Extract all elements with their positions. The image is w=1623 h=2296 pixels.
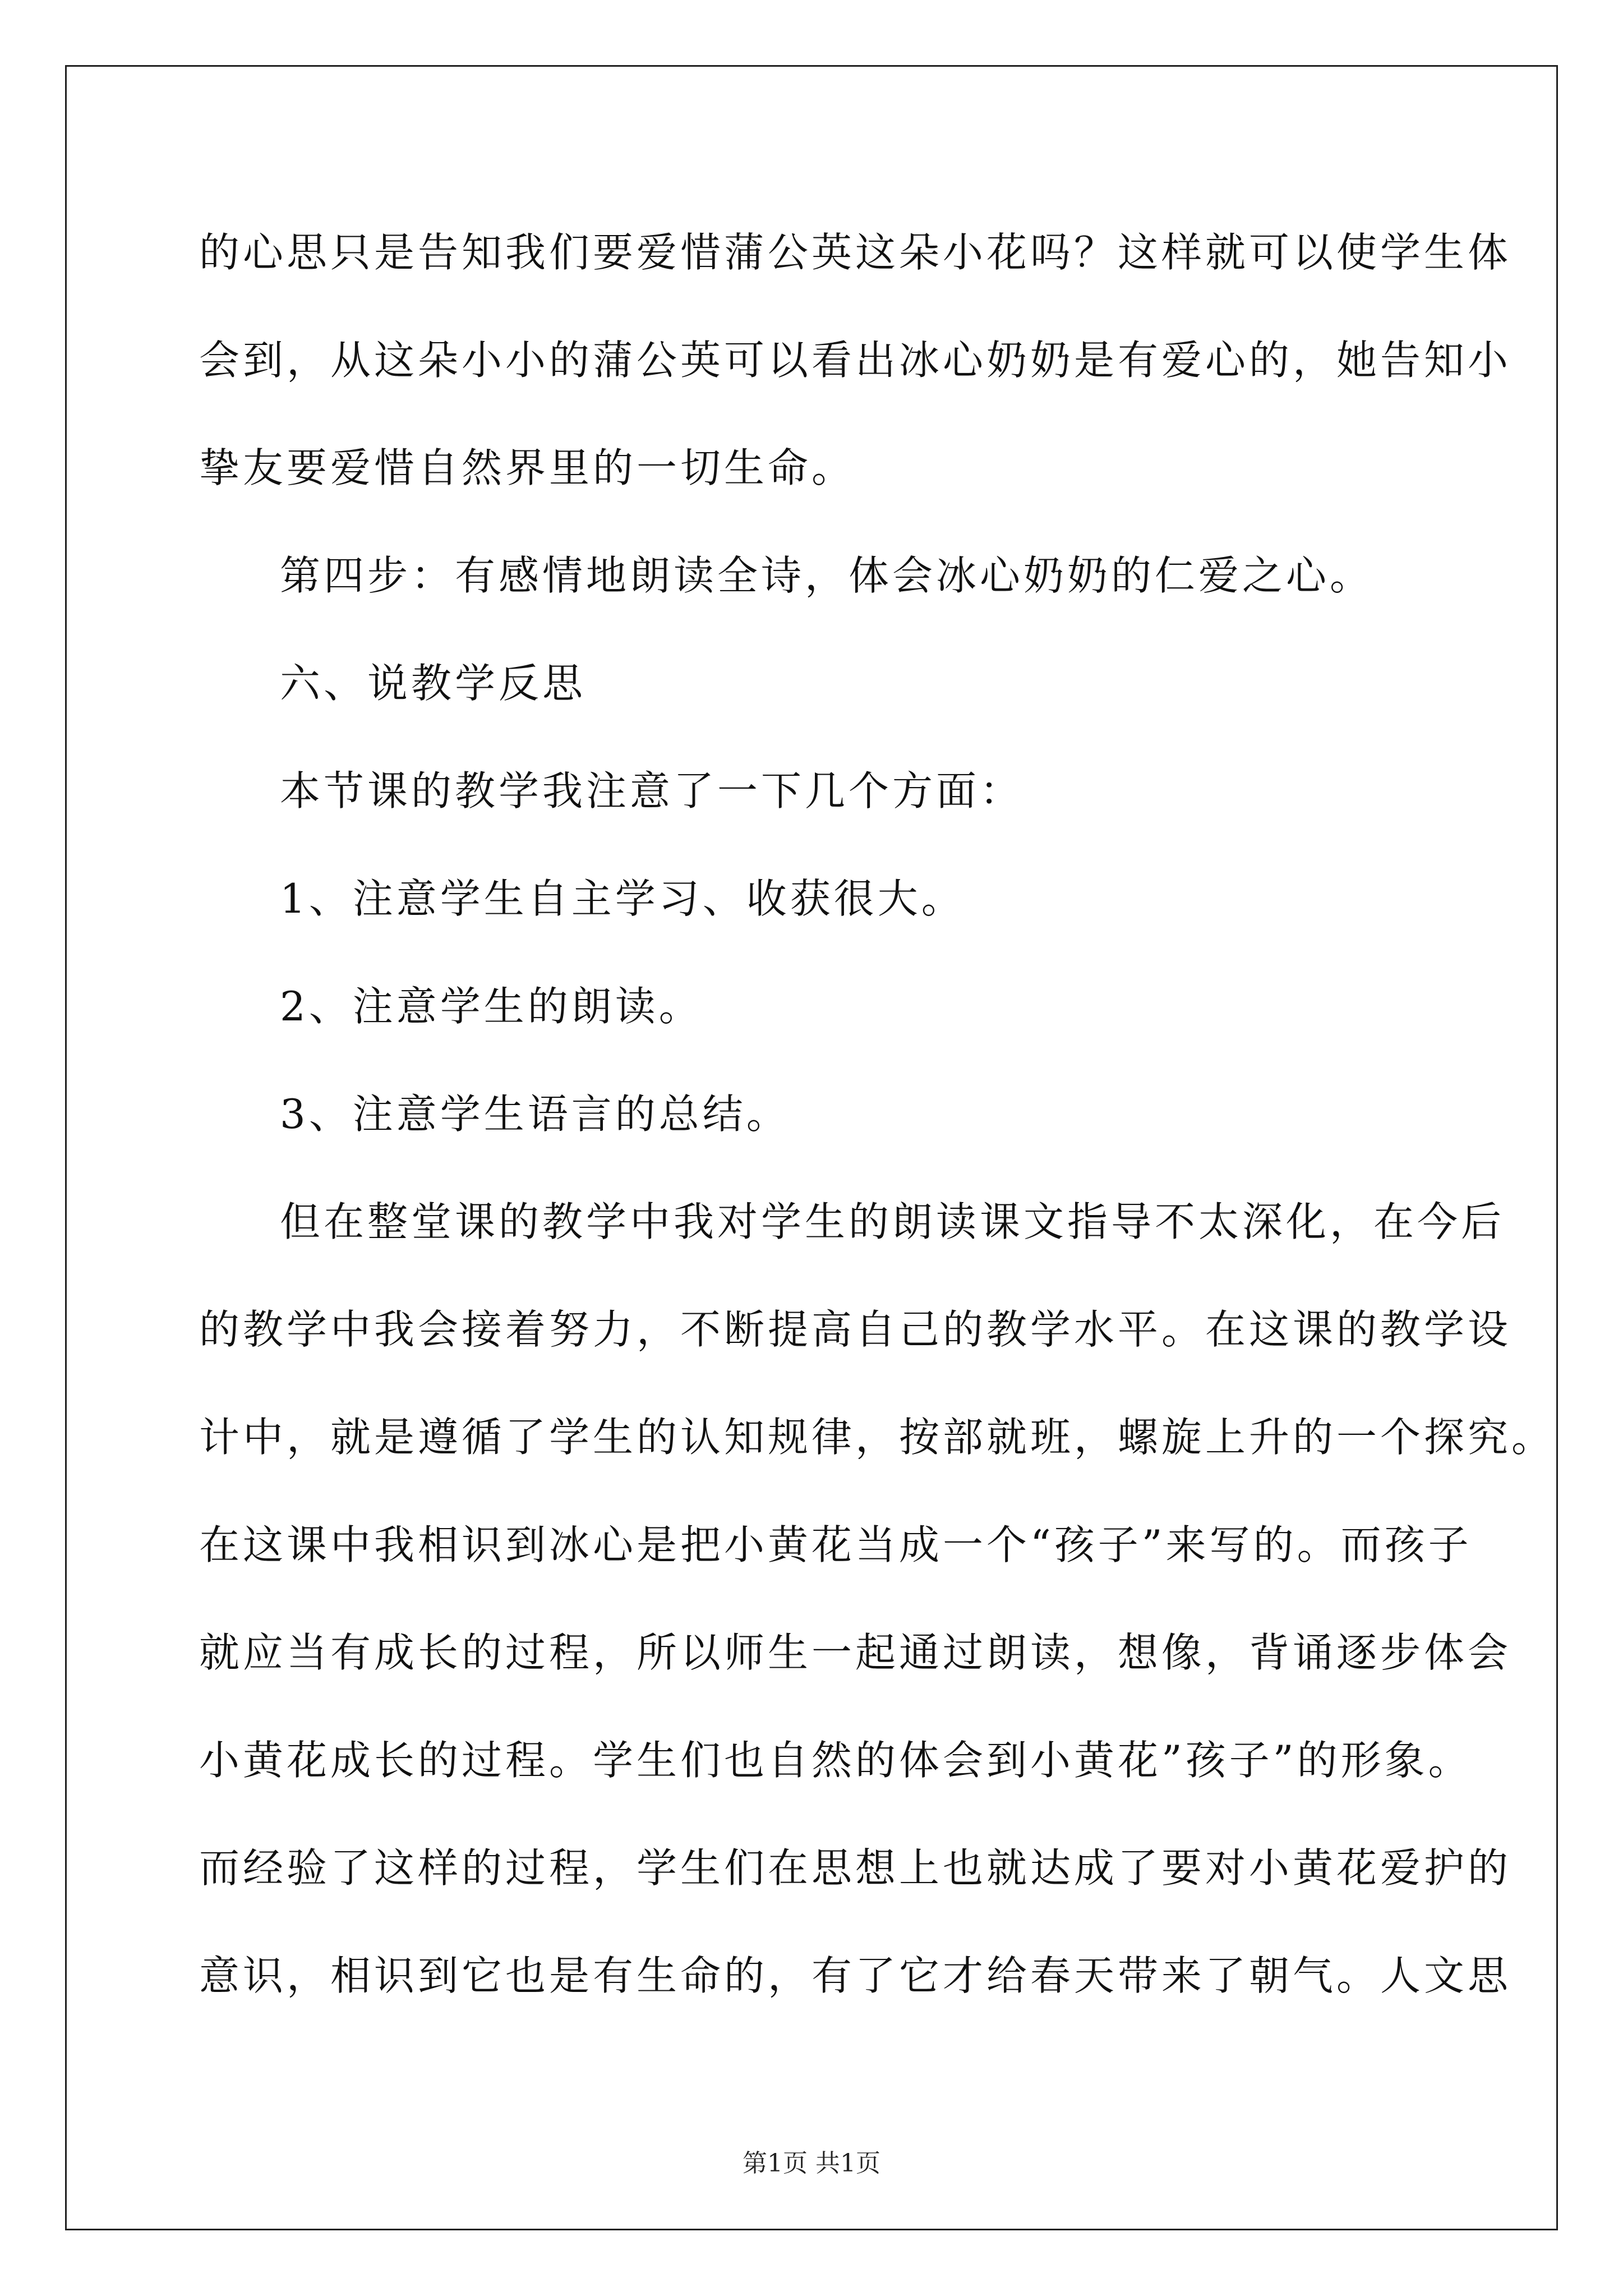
text-line: 计中，就是遵循了学生的认知规律，按部就班，螺旋上升的一个探究。 bbox=[199, 1414, 1556, 1461]
section-heading: 六、说教学反思 bbox=[280, 660, 587, 707]
list-item: 2、注意学生的朗读。 bbox=[280, 983, 703, 1030]
document-body bbox=[199, 219, 1556, 2050]
text-line: 在这课中我相识到冰心是把小黄花当成一个“孩子”来写的。而孩子 bbox=[199, 1521, 1472, 1568]
text-line: 的教学中我会接着努力，不断提高自己的教学水平。在这课的教学设 bbox=[199, 1306, 1512, 1353]
text-line: 但在整堂课的教学中我对学生的朗读课文指导不太深化，在今后 bbox=[280, 1198, 1505, 1245]
list-item: 3、注意学生语言的总结。 bbox=[280, 1091, 790, 1138]
text-line: 第四步：有感情地朗读全诗，体会冰心奶奶的仁爱之心。 bbox=[280, 552, 1374, 599]
text-line: 小黄花成长的过程。学生们也自然的体会到小黄花”孩子”的形象。 bbox=[199, 1737, 1472, 1784]
text-line: 会到，从这朵小小的蒲公英可以看出冰心奶奶是有爱心的，她告知小 bbox=[199, 337, 1512, 384]
text-line: 本节课的教学我注意了一下几个方面： bbox=[280, 767, 1024, 815]
text-line: 意识，相识到它也是有生命的，有了它才给春天带来了朝气。人文思 bbox=[199, 1952, 1512, 1999]
text-line: 的心思只是告知我们要爱惜蒲公英这朵小花吗？这样就可以使学生体 bbox=[199, 229, 1512, 276]
list-item: 1、注意学生自主学习、收获很大。 bbox=[280, 875, 965, 922]
text-line: 而经验了这样的过程，学生们在思想上也就达成了要对小黄花爱护的 bbox=[199, 1844, 1512, 1892]
page-footer: 第1页 共1页 bbox=[743, 2149, 880, 2178]
text-line: 就应当有成长的过程，所以师生一起通过朗读，想像，背诵逐步体会 bbox=[199, 1629, 1512, 1676]
text-line: 挚友要爱惜自然界里的一切生命。 bbox=[199, 444, 856, 491]
